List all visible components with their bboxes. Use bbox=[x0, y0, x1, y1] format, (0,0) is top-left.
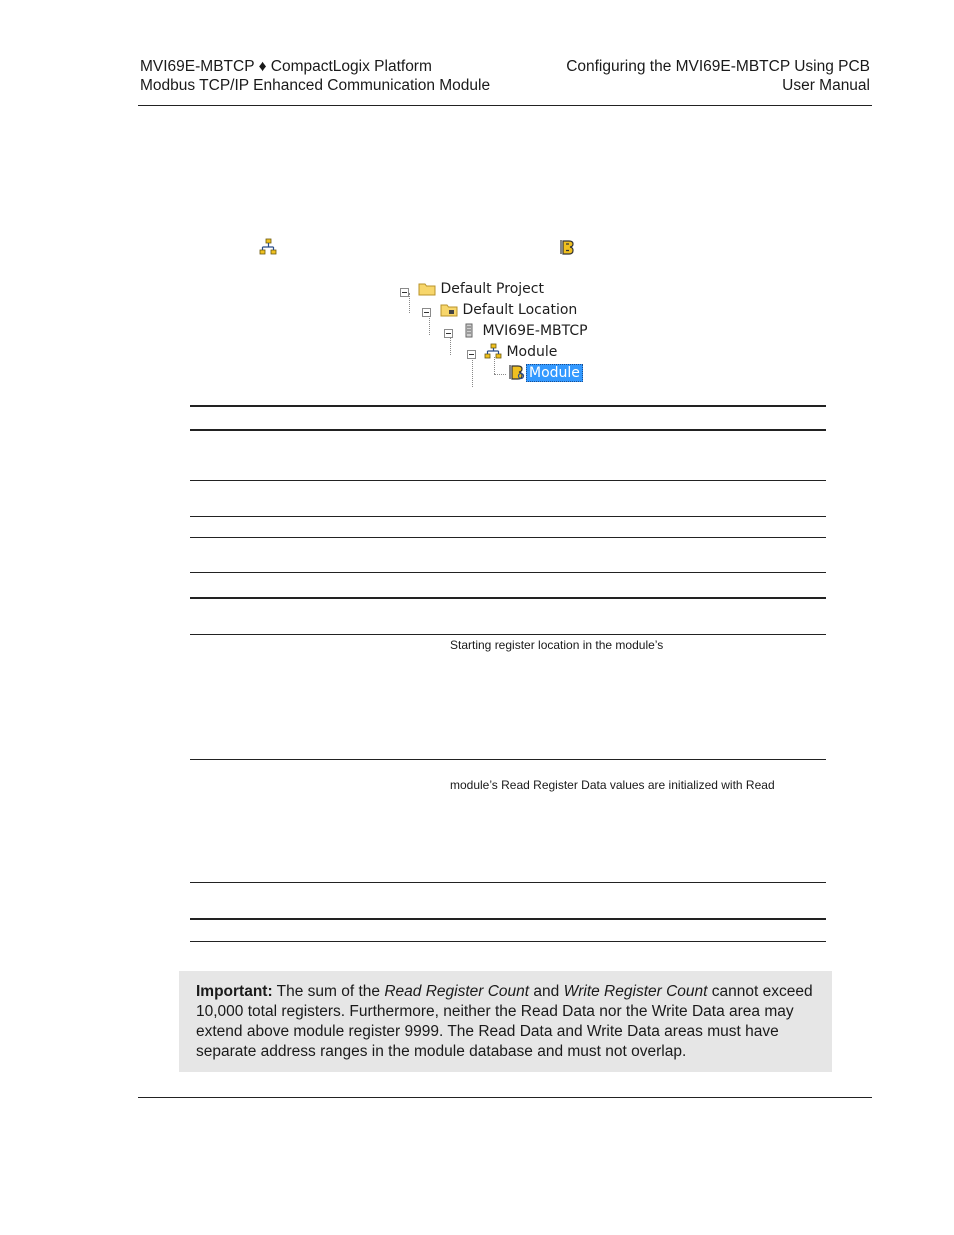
tree-label-location: Default Location bbox=[462, 302, 578, 318]
tree-label-project: Default Project bbox=[440, 281, 544, 297]
collapse-toggle-project[interactable] bbox=[400, 288, 409, 297]
table-cell-start-register: Starting register location in the module’s bbox=[450, 638, 664, 652]
important-note bbox=[179, 971, 832, 1072]
header-rule bbox=[138, 105, 872, 106]
header-left bbox=[140, 57, 490, 95]
header-section: Configuring the MVI69E-MBTCP Using PCB bbox=[566, 58, 870, 75]
tree-item-location[interactable] bbox=[440, 301, 577, 322]
important-text: cannot exceed 10,000 total registers. Furthermore, neither the Read Data nor the Write Data area may extend above module register 9999. The Read Data and Write Data areas must have separate address ranges in the module database and must not overlap. bbox=[196, 983, 813, 1060]
important-label: Important: bbox=[196, 983, 273, 1000]
important-term-read: Read Register Count bbox=[384, 983, 530, 1000]
table-bottom-rule bbox=[190, 941, 826, 942]
table-row-rule bbox=[190, 634, 826, 635]
tree-label-module-selected: Module bbox=[526, 364, 583, 382]
header-manual: User Manual bbox=[782, 77, 870, 94]
table-group-rule bbox=[190, 918, 826, 920]
location-folder-icon bbox=[440, 302, 458, 322]
collapse-toggle-location[interactable] bbox=[422, 308, 431, 317]
tree-label-device: MVI69E-MBTCP bbox=[482, 323, 588, 339]
tree-item-module-selected[interactable] bbox=[508, 364, 583, 385]
module-config-icon bbox=[558, 238, 576, 256]
header-subtitle: Modbus TCP/IP Enhanced Communication Module bbox=[140, 77, 491, 94]
collapse-toggle-device[interactable] bbox=[444, 329, 453, 338]
footer-rule bbox=[138, 1097, 872, 1098]
table-cell-read-register: module’s Read Register Data values are initialized with Read bbox=[450, 778, 775, 792]
table-row-rule bbox=[190, 516, 826, 517]
table-row-rule bbox=[190, 759, 826, 760]
table-row-rule bbox=[190, 572, 826, 573]
project-tree bbox=[398, 279, 598, 389]
network-module-icon bbox=[259, 238, 277, 256]
important-text: The sum of the bbox=[272, 983, 385, 1000]
header-product: MVI69E-MBTCP ♦ CompactLogix Platform bbox=[140, 58, 432, 75]
header-right bbox=[566, 57, 870, 95]
table-header-rule bbox=[190, 429, 826, 431]
network-module-icon bbox=[484, 343, 502, 364]
table-row-rule bbox=[190, 537, 826, 538]
table-group-rule bbox=[190, 597, 826, 599]
table-row-rule bbox=[190, 480, 826, 481]
device-icon bbox=[462, 323, 478, 343]
important-term-write: Write Register Count bbox=[563, 983, 708, 1000]
table-top-rule bbox=[190, 405, 826, 407]
tree-label-module-group: Module bbox=[506, 344, 558, 360]
tree-item-module-group[interactable] bbox=[484, 343, 557, 364]
tree-item-project[interactable] bbox=[418, 280, 544, 301]
folder-icon bbox=[418, 281, 436, 301]
table-row-rule bbox=[190, 882, 826, 883]
collapse-toggle-module[interactable] bbox=[467, 350, 476, 359]
module-config-icon bbox=[508, 364, 526, 385]
tree-item-device[interactable] bbox=[462, 322, 588, 343]
important-text: and bbox=[529, 983, 564, 1000]
